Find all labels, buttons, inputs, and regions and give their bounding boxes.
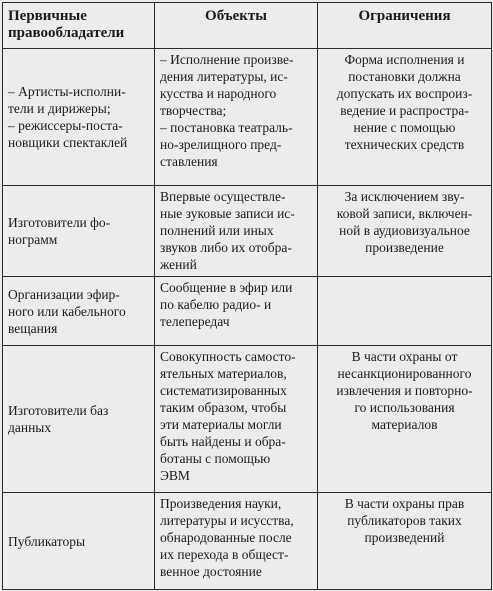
objects-cell: Совокупность самосто- ятельных материалов, систематизированных таким образом, чтобы эти материалы могли быть найдены и обра- ботаны с помощью ЭВМ [155, 346, 318, 493]
header-primary-holders: Первичные правообладатели [3, 3, 155, 49]
holder-cell: Изготовители фо- нограмм [3, 186, 155, 277]
limits-cell [318, 277, 492, 346]
holder-cell: Публикаторы [3, 493, 155, 590]
objects-cell: – Исполнение произве- дения литературы, ис- кусства и народного творчества; – постановка театраль- но-зрелищного пред- ставления [155, 49, 318, 186]
limits-cell: В части охраны от несанкционированного извлечения и повторно- го использования материалов [318, 346, 492, 493]
limits-cell: За исключением зву- ковой записи, включен- ной в аудиовизуальное произведение [318, 186, 492, 277]
objects-cell: Сообщение в эфир или по кабелю радио- и телепередач [155, 277, 318, 346]
table-header-row [3, 3, 492, 49]
table-row [3, 277, 492, 346]
holder-cell: – Артисты-исполни- тели и дирижеры; – режиссеры-поста- новщики спектаклей [3, 49, 155, 186]
header-limitations: Ограничения [318, 3, 492, 49]
table-row [3, 346, 492, 493]
objects-cell: Произведения науки, литературы и исусства, обнародованные после их перехода в общест- венное достояние [155, 493, 318, 590]
limits-cell: Форма исполнения и постановки должна допускать их воспроиз- ведение и распростра- нение с помощью технических средств [318, 49, 492, 186]
holder-cell: Организации эфир- ного или кабельного вещания [3, 277, 155, 346]
rights-table [2, 2, 492, 590]
objects-cell: Впервые осуществле- ные зуковые записи ис- полнений или иных звуков либо их отобра- жений [155, 186, 318, 277]
table-row [3, 493, 492, 590]
holder-cell: Изготовители баз данных [3, 346, 155, 493]
limits-cell: В части охраны прав публикаторов таких произведений [318, 493, 492, 590]
header-objects: Объекты [155, 3, 318, 49]
table-row [3, 49, 492, 186]
table-row [3, 186, 492, 277]
